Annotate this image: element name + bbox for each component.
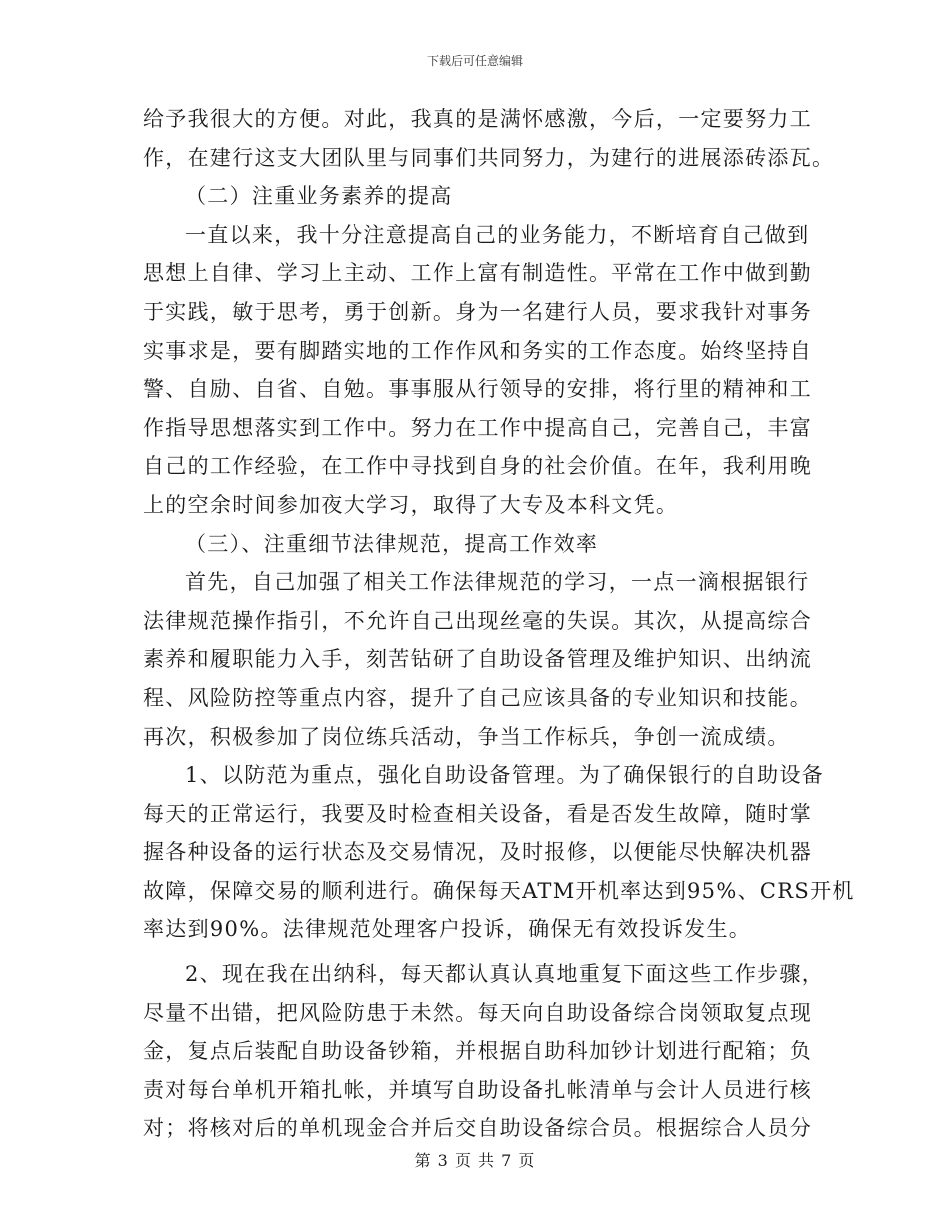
text-line: 责对每台单机开箱扎帐，并填写自助设备扎帐清单与会计人员进行核 bbox=[143, 1077, 812, 1102]
text-line: 故障，保障交易的顺利进行。确保每天ATM开机率达到95%、CRS开机 bbox=[143, 878, 855, 903]
text-line: 思想上自律、学习上主动、工作上富有制造性。平常在工作中做到勤 bbox=[143, 261, 812, 286]
text-line: 握各种设备的运行状态及交易情况，及时报修，以便能尽快解决机器 bbox=[143, 840, 812, 865]
text-line: 实事求是，要有脚踏实地的工作作风和务实的工作态度。始终坚持自 bbox=[143, 338, 812, 363]
text-line: 一直以来，我十分注意提高自己的业务能力，不断培育自己做到 bbox=[185, 222, 810, 247]
text-line: 1、以防范为重点，强化自助设备管理。为了确保银行的自助设备 bbox=[185, 763, 825, 788]
text-line: 素养和履职能力入手，刻苦钻研了自助设备管理及维护知识、出纳流 bbox=[143, 647, 812, 672]
page-header: 下载后可任意编辑 bbox=[426, 54, 523, 68]
document-body bbox=[143, 100, 855, 1148]
text-line: 给予我很大的方便。对此，我真的是满怀感激，今后，一定要努力工 bbox=[143, 107, 812, 131]
section-heading: （二）注重业务素养的提高 bbox=[185, 184, 453, 209]
text-line: 尽量不出错，把风险防患于未然。每天向自助设备综合岗领取复点现 bbox=[143, 1000, 812, 1025]
text-line: 作指导思想落实到工作中。努力在工作中提高自己，完善自己，丰富 bbox=[143, 415, 812, 440]
text-line: 法律规范操作指引，不允许自己出现丝毫的失误。其次，从提高综合 bbox=[143, 608, 812, 633]
text-line: 上的空余时间参加夜大学习，取得了大专及本科文凭。 bbox=[143, 492, 679, 517]
text-line: 对；将核对后的单机现金合并后交自助设备综合员。根据综合人员分 bbox=[143, 1116, 812, 1141]
page-number: 第 3 页 共 7 页 bbox=[414, 1151, 536, 1170]
text-line: 自己的工作经验，在工作中寻找到自身的社会价值。在年，我利用晚 bbox=[143, 454, 812, 479]
text-line: 警、自励、自省、自勉。事事服从行领导的安排，将行里的精神和工 bbox=[143, 377, 812, 402]
text-line: 金，复点后装配自助设备钞箱，并根据自助科加钞计划进行配箱；负 bbox=[143, 1039, 812, 1064]
text-line: 程、风险防控等重点内容，提升了自己应该具备的专业知识和技能。 bbox=[143, 685, 812, 710]
text-line: 2、现在我在出纳科，每天都认真认真地重复下面这些工作步骤， bbox=[185, 962, 825, 987]
section-heading: （三）、注重细节法律规范，提高工作效率 bbox=[185, 531, 599, 556]
text-line: 首先，自己加强了相关工作法律规范的学习，一点一滴根据银行 bbox=[185, 570, 810, 595]
text-line: 作，在建行这支大团队里与同事们共同努力，为建行的进展添砖添瓦。 bbox=[143, 145, 835, 170]
text-line: 每天的正常运行，我要及时检查相关设备，看是否发生故障，随时掌 bbox=[143, 801, 812, 826]
text-line: 率达到90%。法律规范处理客户投诉，确保无有效投诉发生。 bbox=[143, 917, 752, 942]
text-line: 于实践，敏于思考，勇于创新。身为一名建行人员，要求我针对事务 bbox=[143, 299, 812, 324]
text-line: 再次，积极参加了岗位练兵活动，争当工作标兵，争创一流成绩。 bbox=[143, 724, 790, 749]
